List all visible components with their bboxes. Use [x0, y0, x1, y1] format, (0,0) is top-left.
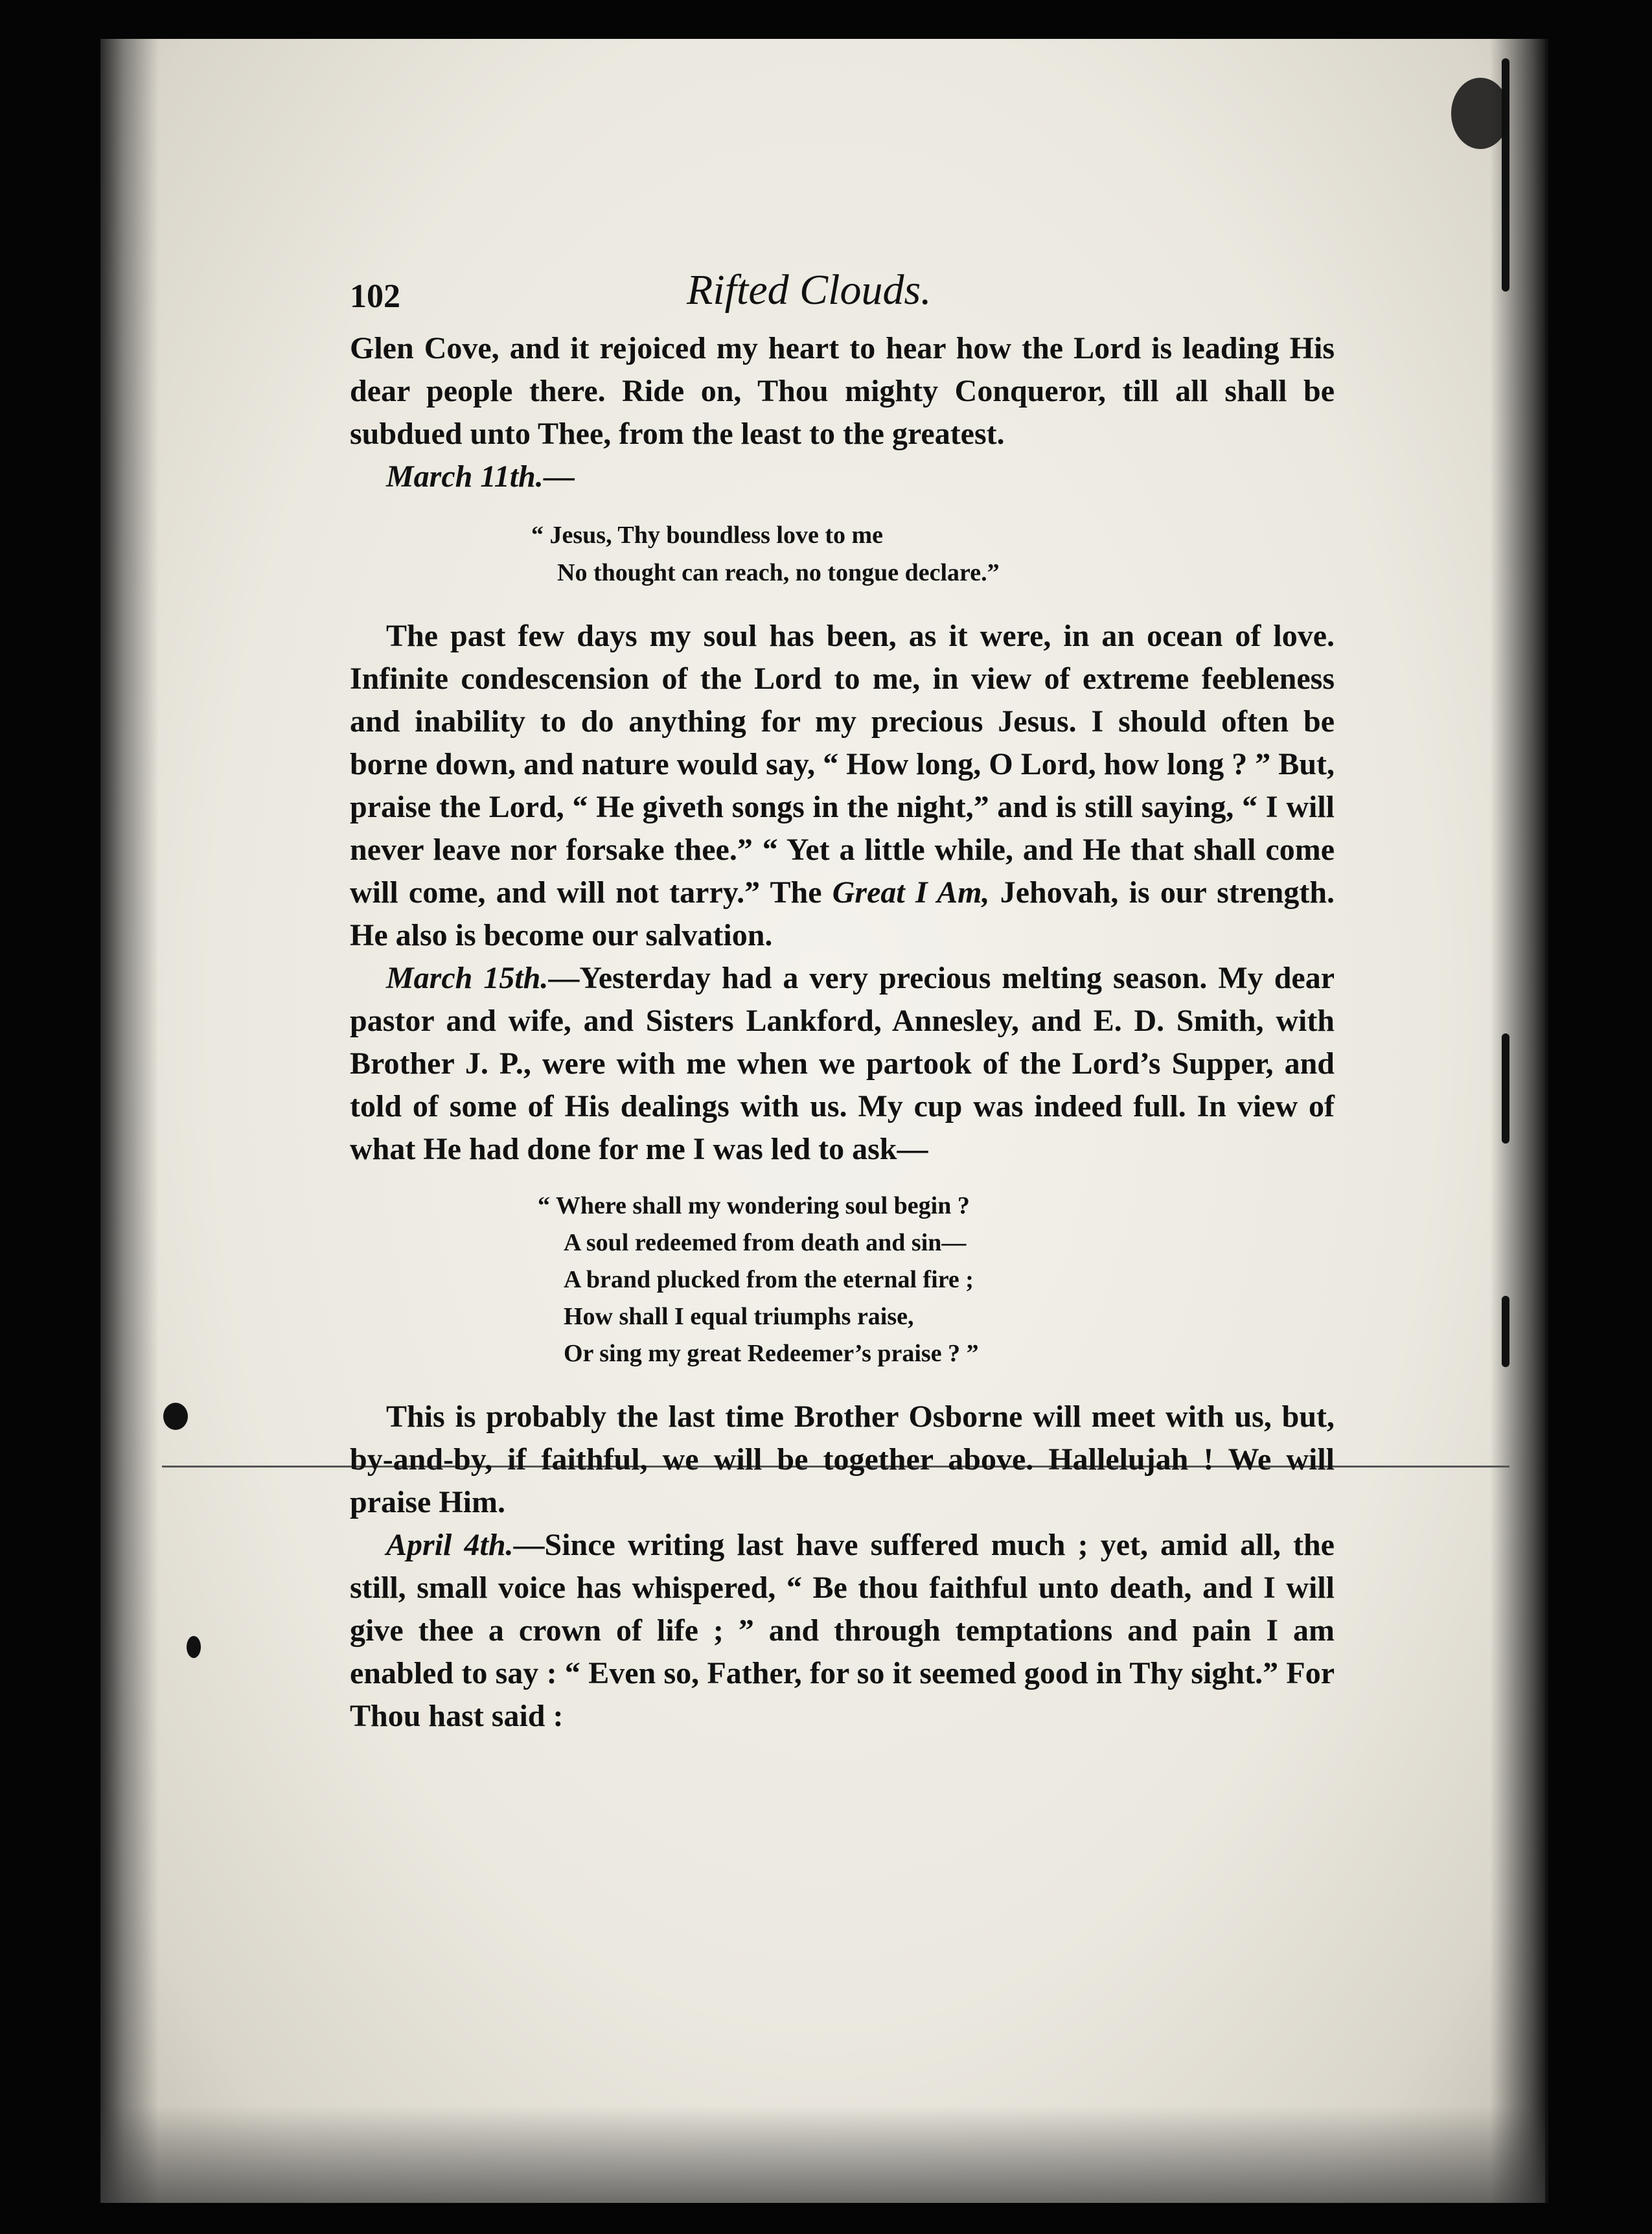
paragraph-ocean-of-love	[350, 615, 1335, 957]
paragraph-text: The past few days my soul has been, as it were, in an ocean of love. Infinite condescension of the Lord to me, in view of extreme feebleness and inability to do anything for my precious Jesus. I should often be borne down, and nature would say, “ How long, O Lord, how long ? ” But, praise the Lord, “ He giveth songs in the night,” and is still saying, “ I will never leave nor forsake thee.” “ Yet a little while, and He that shall come will come, and will not tarry.” The	[350, 619, 1335, 910]
paragraph-text: Jehovah, is our strength. He also is become our salvation.	[350, 875, 1335, 952]
entry-date: March 15th.	[386, 961, 549, 995]
entry-date: April 4th.	[386, 1528, 514, 1562]
right-edge-mark	[1502, 1296, 1509, 1367]
verse-line: Or sing my great Redeemer’s praise ? ”	[564, 1340, 979, 1367]
right-edge-mark	[1502, 1033, 1509, 1144]
ink-blot	[1451, 78, 1509, 149]
verse-line: “ Where shall my wondering soul begin ?	[538, 1192, 970, 1219]
verse-line: A brand plucked from the eternal fire ;	[564, 1266, 974, 1293]
verse-line: How shall I equal triumphs raise,	[564, 1303, 914, 1330]
entry-april-4	[350, 1524, 1335, 1738]
verse-quote	[350, 516, 1335, 592]
entry-march-11	[350, 455, 1335, 498]
running-title: Rifted Clouds.	[687, 266, 932, 314]
italic-phrase: Great I Am,	[832, 875, 990, 910]
page-text	[350, 256, 1335, 1738]
verse-line: “ Jesus, Thy boundless love to me	[531, 522, 884, 549]
page-number: 102	[350, 278, 400, 315]
entry-dash: —	[543, 459, 575, 494]
ink-blot	[163, 1403, 188, 1430]
bottom-shade	[100, 2106, 1545, 2203]
page-right-edge	[1490, 39, 1548, 2203]
entry-date: March 11th.	[386, 459, 544, 494]
entry-text: —Yesterday had a very precious melting season. My dear pastor and wife, and Sisters Lankford, Annesley, and E. D. Smith, with Brother J. P., were with me when we partook of the Lord’s Supper, and told of some of His dealings with us. My cup was indeed full. In view of what He had done for me I was led to ask—	[350, 961, 1335, 1166]
ink-blot	[187, 1636, 201, 1658]
verse-line: A soul redeemed from death and sin—	[564, 1229, 967, 1256]
running-head	[350, 256, 1335, 327]
entry-text: —Since writing last have suffered much ; yet, amid all, the still, small voice has whispered, “ Be thou faithful unto death, and I will give thee a crown of life ; ” and through temptations and pain I am enabled to say : “ Even so, Father, for so it seemed good in Thy sight.” For Thou hast said :	[350, 1528, 1335, 1733]
paragraph-brother-osborne: This is probably the last time Brother Osborne will meet with us, but, by-and-by, if faithful, we will be together above. Hallelujah ! We will praise Him.	[350, 1399, 1335, 1519]
entry-march-15	[350, 957, 1335, 1171]
opening-paragraph: Glen Cove, and it rejoiced my heart to hear how the Lord is leading His dear people there. Ride on, Thou mighty Conqueror, till all shall be subdued unto Thee, from the least to the greatest.	[350, 331, 1335, 451]
hymn-verse	[350, 1188, 1335, 1372]
verse-line: No thought can reach, no tongue declare.”	[557, 559, 1000, 586]
gutter-shadow	[100, 39, 159, 2203]
